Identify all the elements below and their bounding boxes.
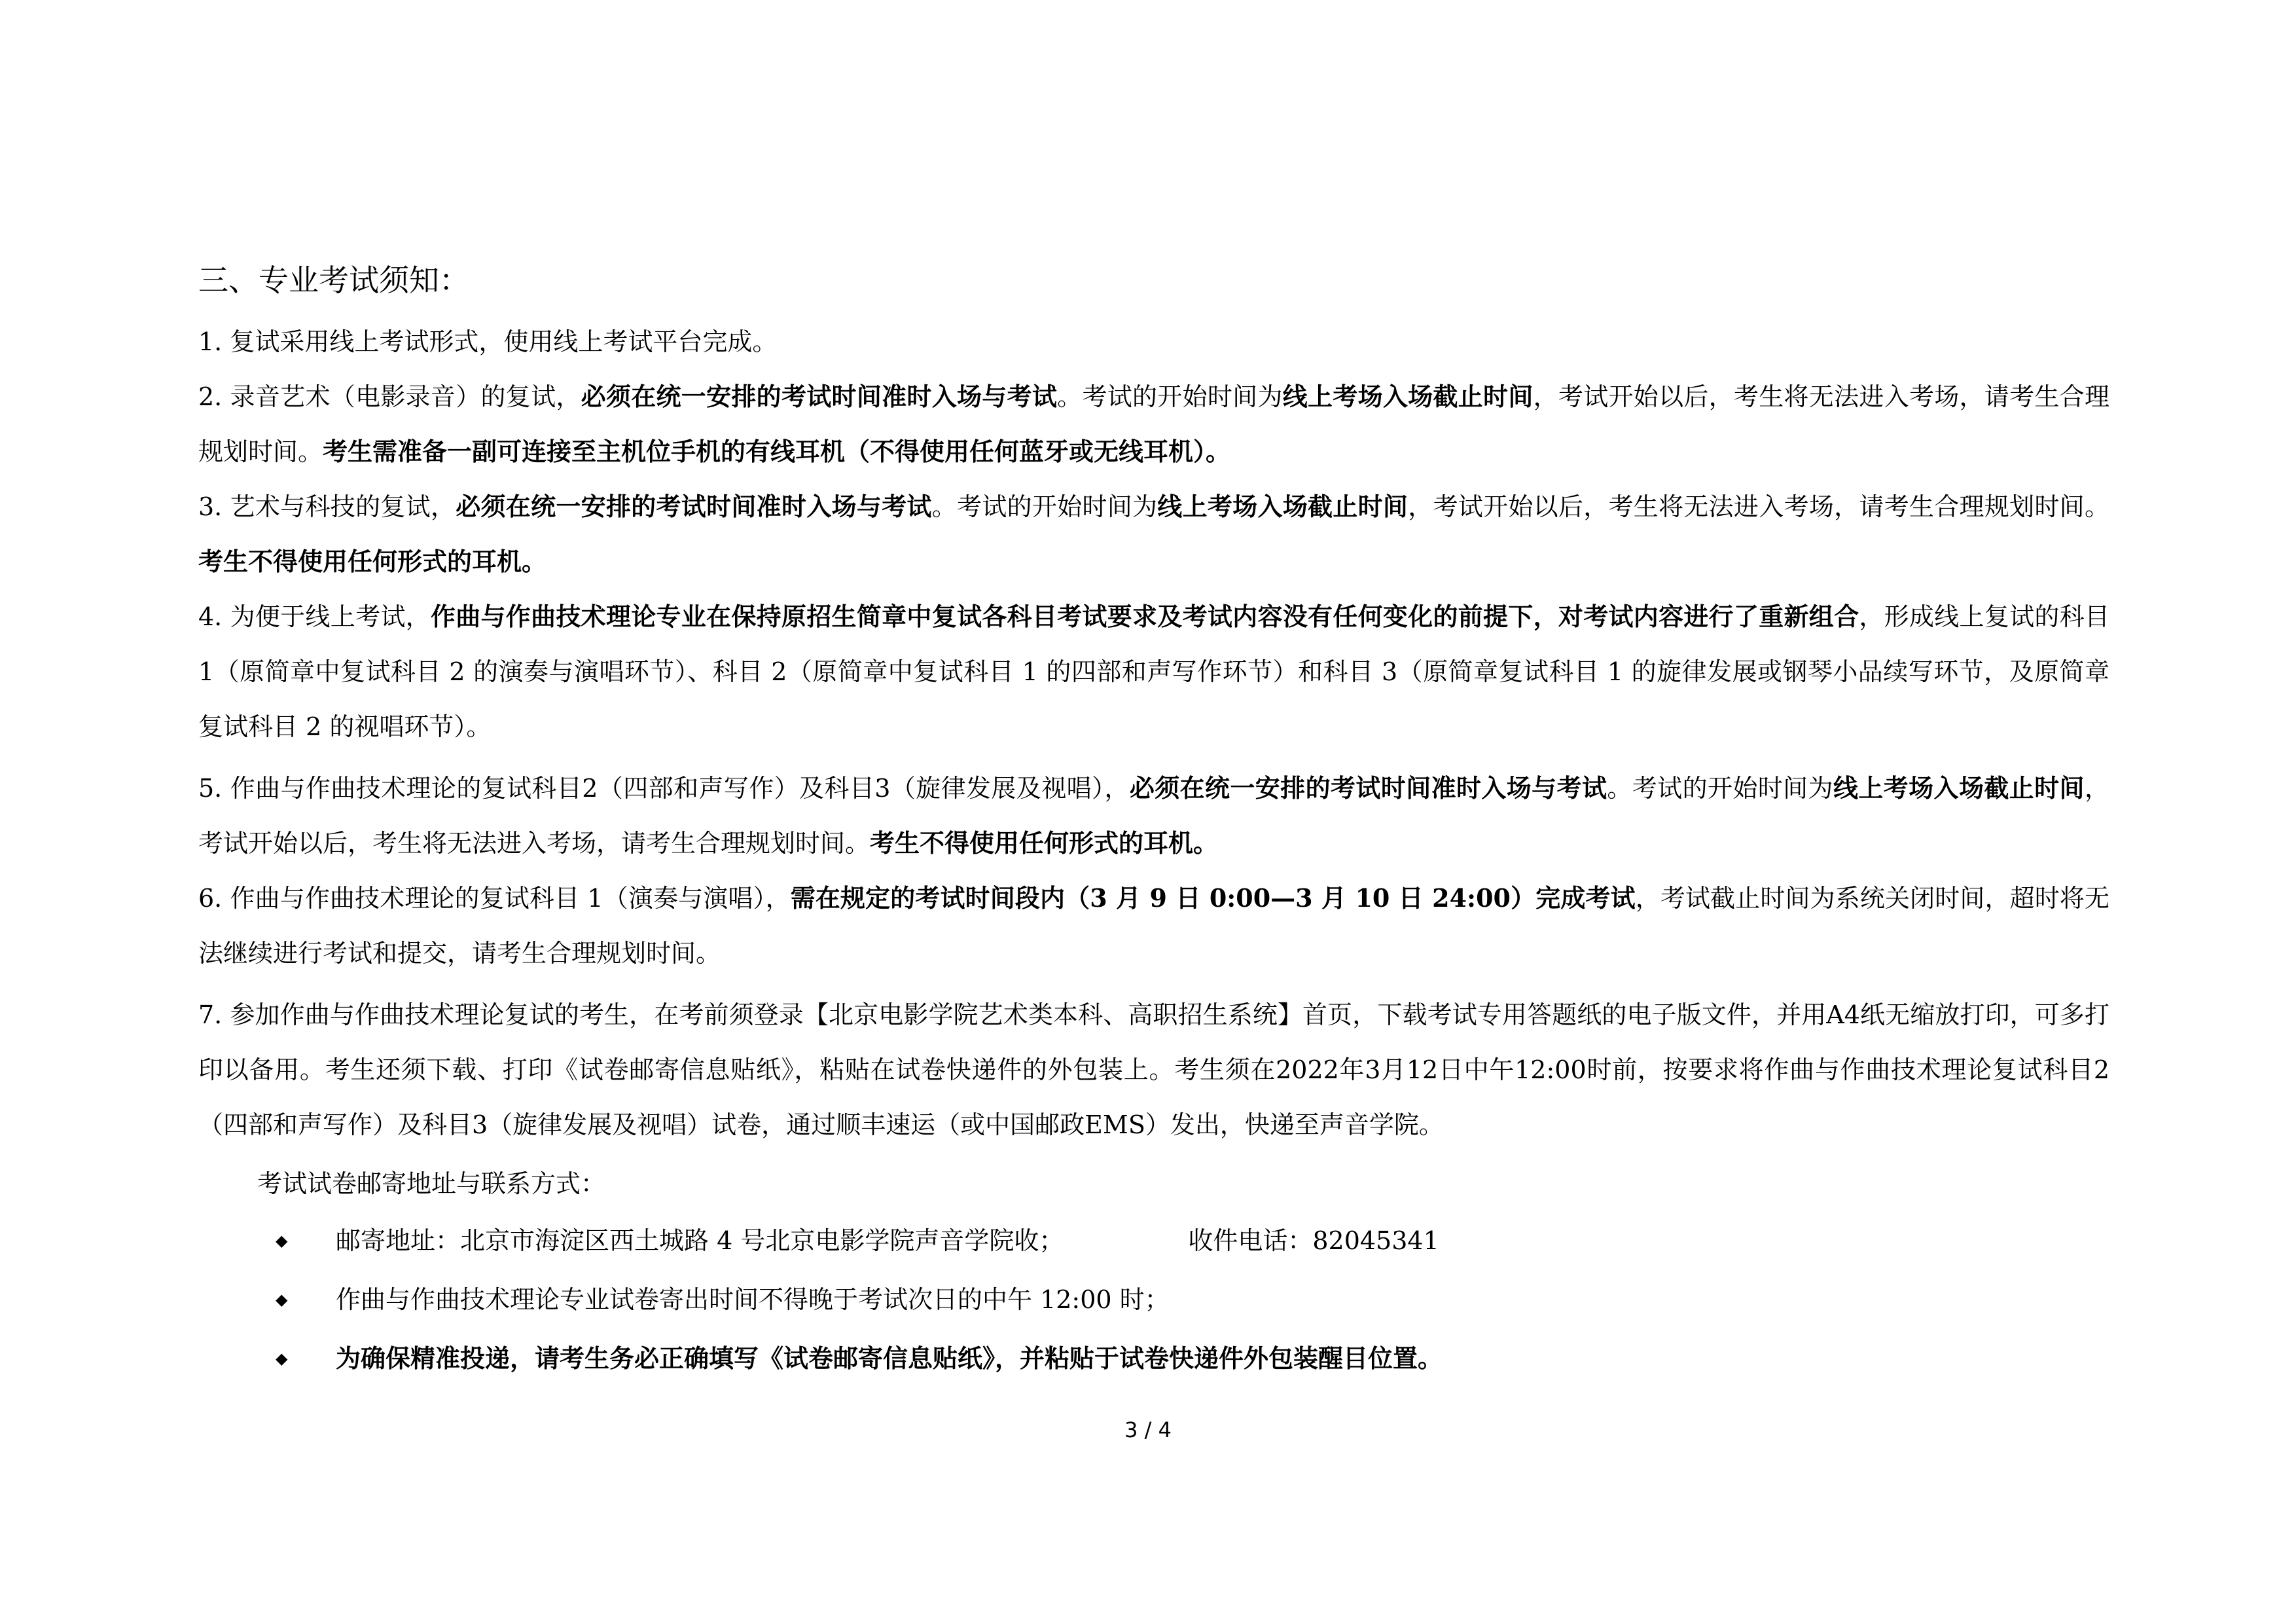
item-3-emphasis-2: 线上考场入场截止时间: [1157, 492, 1408, 521]
item-2-text-2: 。考试的开始时间为: [1057, 382, 1283, 411]
mailing-address: 邮寄地址：北京市海淀区西土城路 4 号北京电影学院声音学院收；: [336, 1226, 1064, 1255]
item-6-text-1: 6. 作曲与作曲技术理论的复试科目 1（演奏与演唱），: [198, 884, 791, 913]
item-2-text-1: 2. 录音艺术（电影录音）的复试，: [198, 382, 581, 411]
item-3-emphasis-3: 考生不得使用任何形式的耳机。: [198, 547, 547, 576]
mailing-address-item: [198, 1211, 2109, 1270]
page-number: 3 / 4: [1124, 1417, 1172, 1442]
diamond-bullet-icon: ◆: [276, 1349, 288, 1368]
item-4-emphasis-1: 作曲与作曲技术理论专业在保持原招生简章中复试各科目考试要求及考试内容没有任何变化的前提下，对考试内容进行了重新组合: [430, 602, 1859, 631]
notice-item-7: [198, 987, 2109, 1152]
notice-item-2: [198, 369, 2109, 479]
item-7-text: 7. 参加作曲与作曲技术理论复试的考生，在考前须登录【北京电影学院艺术类本科、高职招生系统】首页，下载考试专用答题纸的电子版文件，并用A4纸无缩放打印，可多打印以备用。考生还须下载、打印《试卷邮寄信息贴纸》，粘贴在试卷快递件的外包装上。考生须在2022年3月12日中午12:00时前，按要求将作曲与作曲技术理论复试科目2（四部和声写作）及科目3（旋律发展及视唱）试卷，通过顺丰速运（或中国邮政EMS）发出，快递至声音学院。: [198, 1000, 2109, 1139]
notice-item-5: [198, 761, 2109, 871]
item-4-text-2: ，形成线上复试的科目 1（原简章中复试科目 2 的演奏与演唱环节）、科目 2（原简章中复试科目 1 的四部和声写作环节）和科目 3（原简章复试科目 1 的旋律发展或钢琴小品续写环节，及原简章复试科目 2 的视唱环节）。: [198, 602, 2109, 741]
item-3-text-2: 。考试的开始时间为: [931, 492, 1158, 521]
item-3-emphasis-1: 必须在统一安排的考试时间准时入场与考试: [456, 492, 932, 521]
item-2-emphasis-2: 线上考场入场截止时间: [1282, 382, 1534, 411]
item-5-text-3: ，考试开始以后，考生将无法进入考场，请考生合理规划时间。: [198, 774, 2109, 858]
item-5-text-2: 。考试的开始时间为: [1607, 774, 1833, 803]
notice-item-4: [198, 589, 2109, 754]
item-4-text-1: 4. 为便于线上考试，: [198, 602, 431, 631]
mailing-deadline: 作曲与作曲技术理论专业试卷寄出时间不得晚于考试次日的中午 12:00 时；: [336, 1285, 1170, 1314]
mailing-list: [198, 1211, 2109, 1388]
notice-item-1: [198, 314, 2109, 369]
item-6-emphasis-1: 需在规定的考试时间段内（3 月 9 日 0:00—3 月 10 日 24:00）完成考试: [790, 883, 1636, 913]
mailing-reminder-item: [198, 1329, 2109, 1388]
item-2-text-3: ，考试开始以后，考生将无法进入考场，请考生合理规划时间。: [198, 382, 2109, 466]
item-5-emphasis-3: 考生不得使用任何形式的耳机。: [870, 828, 1219, 858]
exam-notice-section: [198, 259, 2109, 1388]
notice-item-3: [198, 479, 2109, 589]
mailing-heading: 考试试卷邮寄地址与联系方式：: [257, 1169, 606, 1198]
item-2-emphasis-1: 必须在统一安排的考试时间准时入场与考试: [581, 382, 1058, 411]
recipient-phone: 收件电话：82045341: [1188, 1226, 1439, 1255]
mailing-deadline-item: [198, 1270, 2109, 1329]
item-1-text: 1. 复试采用线上考试形式，使用线上考试平台完成。: [198, 327, 778, 356]
mailing-reminder: 为确保精准投递，请考生务必正确填写《试卷邮寄信息贴纸》，并粘贴于试卷快递件外包装醒目位置。: [336, 1343, 1443, 1373]
diamond-bullet-icon: ◆: [276, 1290, 288, 1309]
item-3-text-1: 3. 艺术与科技的复试，: [198, 492, 456, 521]
item-5-emphasis-2: 线上考场入场截止时间: [1833, 773, 2085, 803]
item-5-text-1: 5. 作曲与作曲技术理论的复试科目2（四部和声写作）及科目3（旋律发展及视唱），: [198, 774, 1130, 803]
diamond-bullet-icon: ◆: [276, 1231, 288, 1250]
item-5-emphasis-1: 必须在统一安排的考试时间准时入场与考试: [1129, 773, 1607, 803]
section-title: 三、专业考试须知：: [198, 263, 469, 298]
item-2-emphasis-3: 考生需准备一副可连接至主机位手机的有线耳机（不得使用任何蓝牙或无线耳机）。: [323, 437, 1231, 466]
item-6-text-2: ，考试截止时间为系统关闭时间，超时将无法继续进行考试和提交，请考生合理规划时间。: [198, 884, 2109, 968]
notice-item-6: [198, 871, 2109, 981]
item-3-text-3: ，考试开始以后，考生将无法进入考场，请考生合理规划时间。: [1408, 492, 2109, 521]
